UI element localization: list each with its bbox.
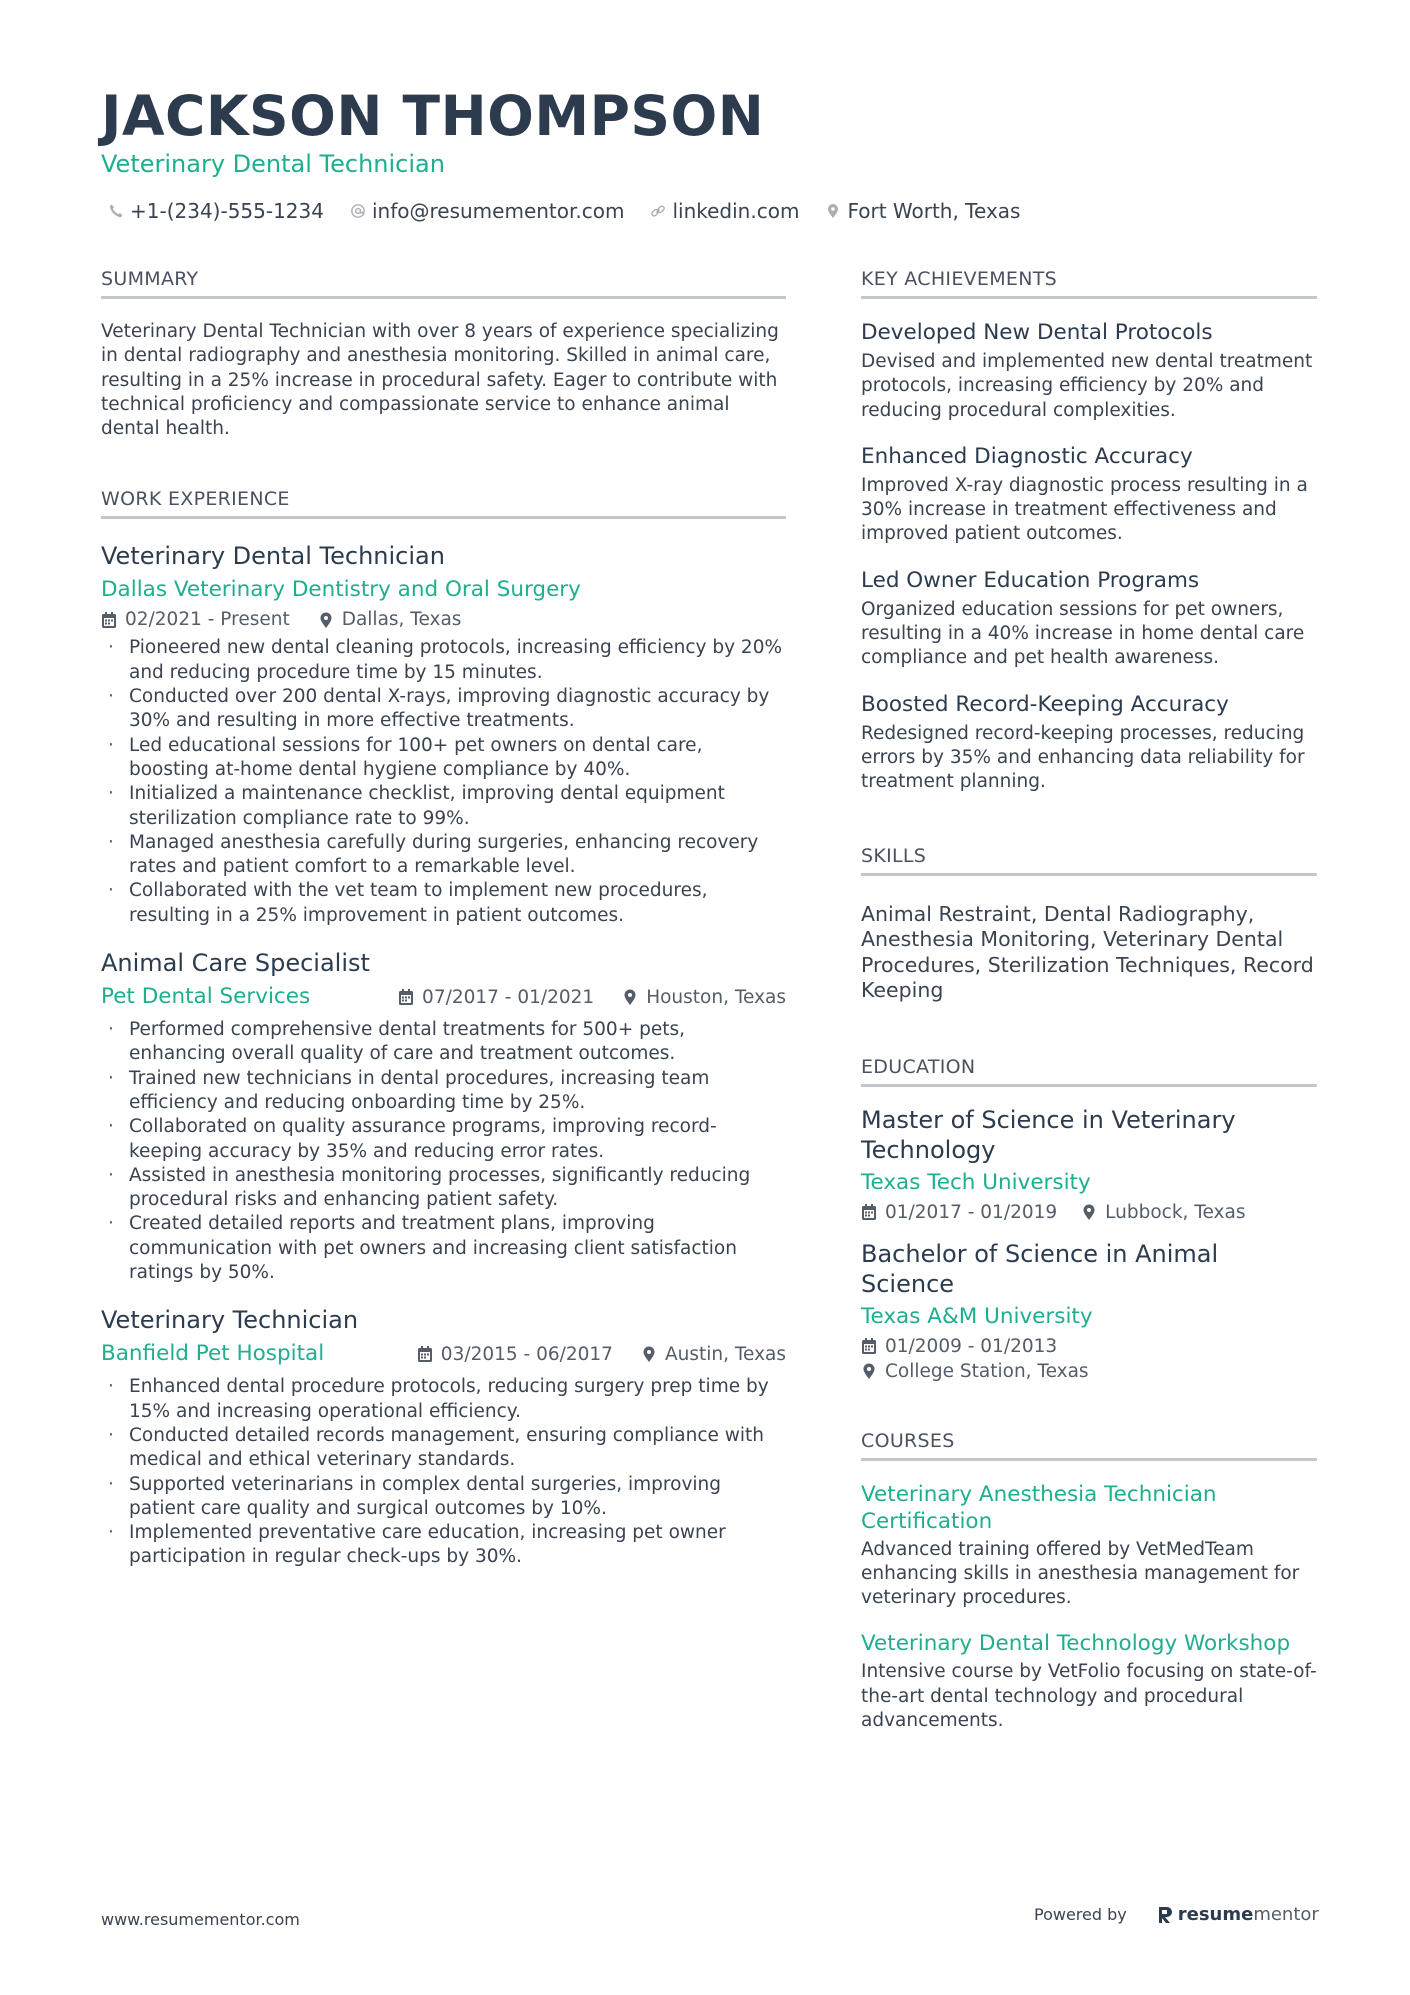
course-title: Veterinary Anesthesia Technician Certification xyxy=(861,1481,1217,1534)
achievement-text: Organized education sessions for pet owners, resulting in a 40% increase in home dental care compliance and pet health awareness. xyxy=(861,598,1305,669)
job-dates xyxy=(101,609,290,630)
footer-branding xyxy=(1034,1904,1319,1925)
summary-text: Veterinary Dental Technician with over 8 years of experience specializing in dental radiography and anesthesia monitoring. Skilled in animal care, resulting in a 25% increase in procedural safety. Eager to contribute with technical proficiency and compassionate service to enhance animal dental health. xyxy=(101,321,779,440)
education-dates: 01/2009 - 01/2013 xyxy=(885,1335,1058,1357)
achievement-title: Led Owner Education Programs xyxy=(861,567,1200,593)
contact-phone xyxy=(108,199,324,223)
job-location xyxy=(641,1344,786,1365)
phone-icon xyxy=(108,203,124,219)
education-dates-row xyxy=(861,1334,1317,1359)
key-achievements-heading: KEY ACHIEVEMENTS xyxy=(861,268,1317,299)
logo-mentor-text: mentor xyxy=(1253,1904,1319,1925)
calendar-icon xyxy=(861,1203,877,1221)
at-icon xyxy=(350,203,366,219)
bullet-item: · Trained new technicians in dental procedures, increasing team efficiency and reducing onboarding time by 25%. xyxy=(101,1067,786,1116)
job-row xyxy=(101,1339,786,1369)
logo-resume-text: resume xyxy=(1177,1904,1254,1925)
achievement-text: Redesigned record-keeping processes, reducing errors by 35% and enhancing data reliability for treatment planning. xyxy=(861,722,1305,793)
course-item xyxy=(861,1630,1317,1733)
bullet-item: · Pioneered new dental cleaning protocols, increasing efficiency by 20% and reducing procedure time by 15 minutes. xyxy=(101,636,786,685)
job-row xyxy=(101,982,786,1012)
school-name: Texas A&M University xyxy=(861,1303,1093,1329)
job-dates-text: 02/2021 - Present xyxy=(125,609,290,631)
job-location xyxy=(318,609,462,630)
job-dates-text: 03/2015 - 06/2017 xyxy=(440,1343,613,1365)
footer-website: www.resumementor.com xyxy=(101,1910,300,1929)
bullet-item: · Initialized a maintenance checklist, improving dental equipment sterilization compliance rate to 99%. xyxy=(101,782,786,831)
job-bullets xyxy=(101,1018,786,1285)
calendar-icon xyxy=(861,1337,877,1355)
job-dates xyxy=(398,987,594,1008)
contact-bar xyxy=(108,199,1046,223)
bullet-item: · Created detailed reports and treatment plans, improving communication with pet owners and increasing client satisfaction ratings by 50%. xyxy=(101,1212,786,1285)
skills-heading: SKILLS xyxy=(861,845,1317,876)
achievement-item xyxy=(861,567,1317,671)
job-location-text: Dallas, Texas xyxy=(341,609,462,631)
map-pin-icon xyxy=(641,1345,657,1363)
job-title: Veterinary Dental Technician xyxy=(101,542,445,571)
course-item xyxy=(861,1481,1317,1611)
left-column xyxy=(101,268,786,1570)
education-meta xyxy=(861,1200,1317,1225)
map-pin-icon xyxy=(622,988,638,1006)
map-pin-icon xyxy=(825,203,841,219)
work-experience-heading: WORK EXPERIENCE xyxy=(101,488,786,519)
school-name: Texas Tech University xyxy=(861,1169,1091,1195)
bullet-item: · Performed comprehensive dental treatments for 500+ pets, enhancing overall quality of care and treatment outcomes. xyxy=(101,1018,786,1067)
job-location-text: Houston, Texas xyxy=(646,986,786,1008)
bullet-item: · Enhanced dental procedure protocols, reducing surgery prep time by 15% and increasing operational efficiency. xyxy=(101,1375,786,1424)
bullet-item: · Led educational sessions for 100+ pet owners on dental care, boosting at-home dental hygiene compliance by 40%. xyxy=(101,734,786,783)
powered-by-text: Powered by xyxy=(1034,1905,1127,1924)
education-location: College Station, Texas xyxy=(885,1360,1089,1382)
job-title: Veterinary Technician xyxy=(101,1306,359,1335)
job-entry xyxy=(101,948,786,1285)
education-item xyxy=(861,1105,1317,1225)
education-item xyxy=(861,1239,1317,1384)
link-icon xyxy=(650,203,666,219)
courses-heading: COURSES xyxy=(861,1430,1317,1461)
company-name: Pet Dental Services xyxy=(101,984,311,1010)
achievement-title: Boosted Record-Keeping Accuracy xyxy=(861,691,1229,717)
course-text: Intensive course by VetFolio focusing on state-of-the-art dental technology and procedural advancements. xyxy=(861,1661,1317,1732)
education-location-row xyxy=(861,1359,1317,1384)
bullet-item: · Supported veterinarians in complex dental surgeries, improving patient care quality and surgical outcomes by 10%. xyxy=(101,1473,786,1522)
job-bullets xyxy=(101,1375,786,1569)
map-pin-icon xyxy=(318,611,334,629)
bullet-item: · Assisted in anesthesia monitoring processes, significantly reducing procedural risks and enhancing patient safety. xyxy=(101,1164,786,1213)
course-text: Advanced training offered by VetMedTeam enhancing skills in anesthesia management for veterinary procedures. xyxy=(861,1538,1300,1609)
job-bullets xyxy=(101,636,786,928)
job-location xyxy=(622,987,786,1008)
email-text: info@resumementor.com xyxy=(371,199,625,223)
candidate-title: Veterinary Dental Technician xyxy=(101,150,445,178)
calendar-icon xyxy=(398,988,414,1006)
bullet-item: · Conducted over 200 dental X-rays, improving diagnostic accuracy by 30% and resulting in more effective treatments. xyxy=(101,685,786,734)
summary-heading: SUMMARY xyxy=(101,268,786,299)
resumementor-logo xyxy=(1157,1904,1319,1925)
achievement-title: Enhanced Diagnostic Accuracy xyxy=(861,443,1193,469)
degree-title: Master of Science in Veterinary Technology xyxy=(861,1105,1236,1164)
job-dates-text: 07/2017 - 01/2021 xyxy=(422,986,595,1008)
education-location: Lubbock, Texas xyxy=(1105,1201,1246,1223)
map-pin-icon xyxy=(1081,1203,1097,1221)
map-pin-icon xyxy=(861,1362,877,1380)
achievement-item xyxy=(861,319,1317,423)
right-column xyxy=(861,268,1317,1733)
education-dates: 01/2017 - 01/2019 xyxy=(885,1201,1058,1223)
job-meta xyxy=(398,987,786,1008)
job-entry xyxy=(101,541,786,928)
contact-linkedin xyxy=(650,199,799,223)
job-entry xyxy=(101,1305,786,1569)
bullet-item: · Collaborated on quality assurance programs, improving record-keeping accuracy by 35% and reducing error rates. xyxy=(101,1115,786,1164)
bullet-item: · Managed anesthesia carefully during surgeries, enhancing recovery rates and patient comfort to a remarkable level. xyxy=(101,831,786,880)
phone-text: +1-(234)-555-1234 xyxy=(130,199,324,223)
achievement-text: Improved X-ray diagnostic process resulting in a 30% increase in treatment effectiveness and improved patient outcomes. xyxy=(861,474,1308,545)
linkedin-text: linkedin.com xyxy=(672,199,800,223)
education-heading: EDUCATION xyxy=(861,1056,1317,1087)
company-name: Dallas Veterinary Dentistry and Oral Surgery xyxy=(101,577,581,603)
contact-email xyxy=(350,199,624,223)
skills-text: Animal Restraint, Dental Radiography, Anesthesia Monitoring, Veterinary Dental Procedures, Sterilization Techniques, Record Keeping xyxy=(861,901,1314,1003)
degree-title: Bachelor of Science in Animal Science xyxy=(861,1239,1219,1298)
contact-location xyxy=(825,199,1020,223)
resumementor-logo-icon xyxy=(1157,1905,1173,1925)
job-dates xyxy=(417,1344,613,1365)
achievement-text: Devised and implemented new dental treatment protocols, increasing efficiency by 20% and reducing procedural complexities. xyxy=(861,351,1313,421)
bullet-item: · Conducted detailed records management, ensuring compliance with medical and ethical veterinary standards. xyxy=(101,1424,786,1473)
company-name: Banfield Pet Hospital xyxy=(101,1341,325,1367)
job-meta xyxy=(417,1344,786,1365)
job-title: Animal Care Specialist xyxy=(101,949,370,978)
achievement-item xyxy=(861,691,1317,795)
bullet-item: · Implemented preventative care education, increasing pet owner participation in regular check-ups by 30%. xyxy=(101,1521,786,1570)
calendar-icon xyxy=(417,1345,433,1363)
achievement-item xyxy=(861,443,1317,547)
job-meta xyxy=(101,609,786,630)
location-text: Fort Worth, Texas xyxy=(847,199,1021,223)
calendar-icon xyxy=(101,611,117,629)
job-location-text: Austin, Texas xyxy=(664,1343,786,1365)
course-title: Veterinary Dental Technology Workshop xyxy=(861,1631,1291,1657)
candidate-name: JACKSON THOMPSON xyxy=(101,84,765,148)
bullet-item: · Collaborated with the vet team to implement new procedures, resulting in a 25% improvement in patient outcomes. xyxy=(101,879,786,928)
achievement-title: Developed New Dental Protocols xyxy=(861,320,1213,345)
